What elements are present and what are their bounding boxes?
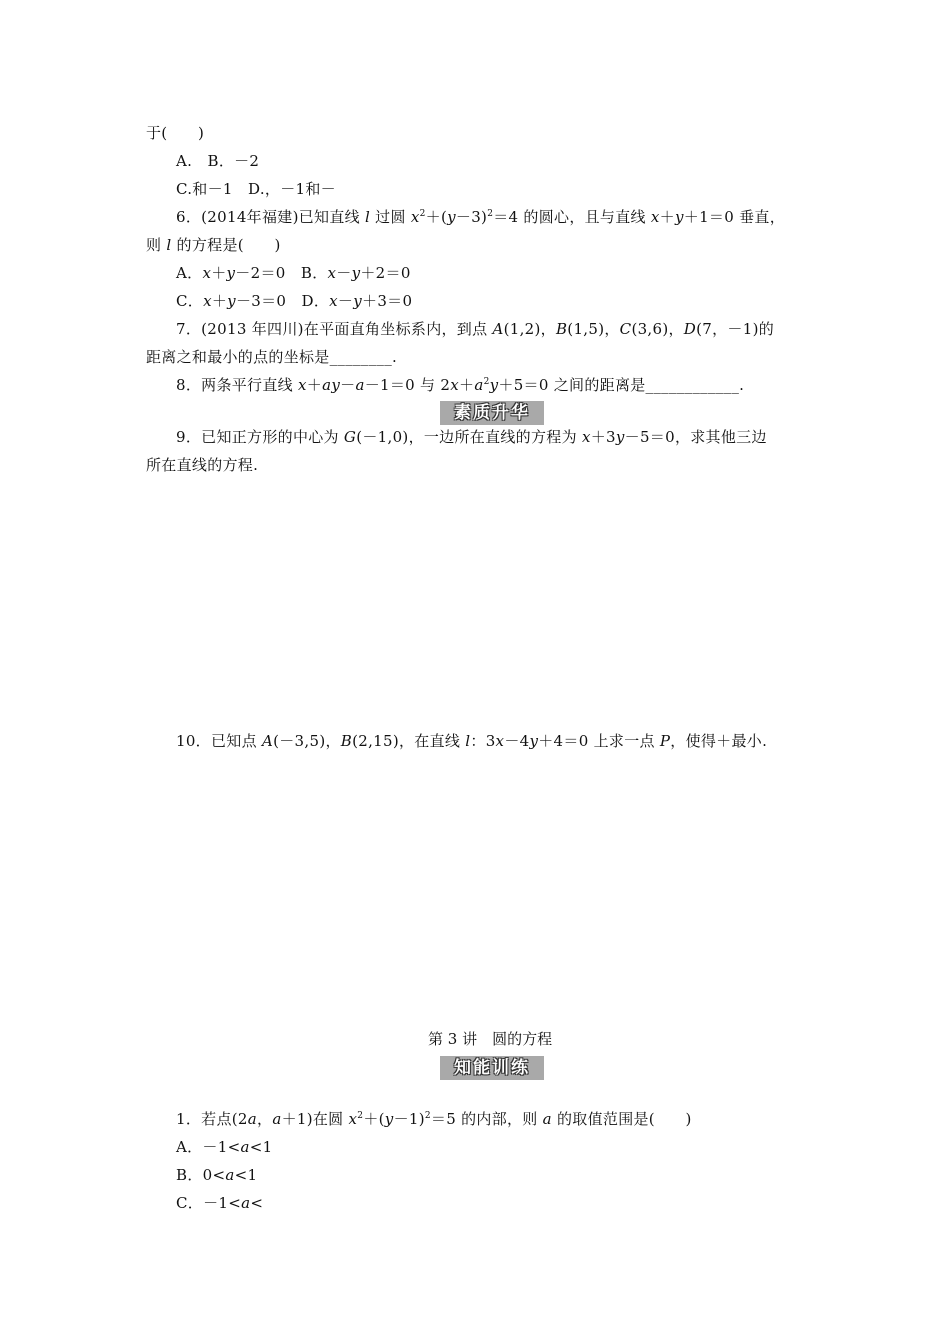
lecture3-q1-option-a: A．－1<a<1 (176, 1138, 273, 1156)
section-badge-training: 知能训练 (440, 1056, 544, 1080)
q6-stem-line1: 6．(2014年福建)已知直线 l 过圆 $x^2+(y-3)^2=4$ 的圆心，且与直线 x＋y＋1＝0 垂直， (176, 208, 786, 226)
q10-stem: 10．已知点 A(－3,5)，B(2,15)，在直线 l：3x－4y＋4＝0 上求一点 P，使得＋最小. (176, 732, 768, 750)
q7-stem-line1: 7．(2013 年四川)在平面直角坐标系内，到点 A(1,2)，B(1,5)，C(3,6)，D(7，－1)的 (176, 320, 775, 338)
q8-stem: 8．两条平行直线 x＋ay－a－1＝0 与 $2x+a^2y+5=0$ 之间的距离是____________. (176, 376, 745, 394)
lecture3-q1-stem: 1．若点(2a，a＋1)在圆 $x^2+(y-1)^2=5$ 的内部，则 a 的取值范围是( ) (176, 1110, 692, 1128)
q6-stem-line2: 则 l 的方程是( ) (146, 236, 281, 254)
q9-stem-line2: 所在直线的方程. (146, 456, 259, 474)
q5-option-cd: C.和－1 D.，－1和－ (176, 180, 336, 198)
q6-option-cd: C．x＋y－3＝0 D．x－y＋3＝0 (176, 292, 413, 310)
q5-option-ab: A. B．－2 (176, 152, 260, 170)
q9-stem-line1: 9．已知正方形的中心为 G(－1,0)，一边所在直线的方程为 x＋3y－5＝0，求其他三边 (176, 428, 767, 446)
lecture3-q1-option-b: B．0<a<1 (176, 1166, 258, 1184)
section-badge-quality: 素质升华 (440, 401, 544, 425)
lecture-title: 第 3 讲 圆的方程 (428, 1030, 553, 1048)
q5-tail: 于( ) (146, 124, 205, 142)
q6-option-ab: A．x＋y－2＝0 B．x－y＋2＝0 (176, 264, 411, 282)
lecture3-q1-option-c: C．－1<a< (176, 1194, 264, 1212)
q7-stem-line2: 距离之和最小的点的坐标是________. (146, 348, 398, 366)
